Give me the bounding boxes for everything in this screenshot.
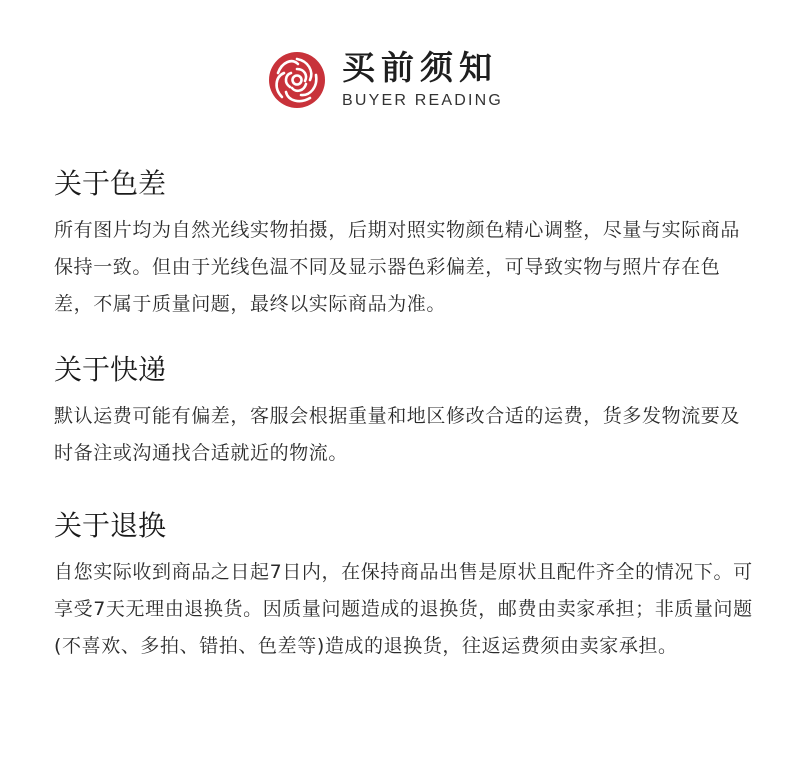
section-returns bbox=[54, 508, 754, 665]
header bbox=[268, 48, 503, 112]
section-shipping bbox=[54, 352, 754, 472]
section-body: 自您实际收到商品之日起7日内，在保持商品出售是原状且配件齐全的情况下。可享受7天无理由退换货。因质量问题造成的退换货，邮费由卖家承担；非质量问题(不喜欢、多拍、错拍、色差等)造成的退换货，往返运费须由卖家承担。 bbox=[54, 561, 753, 657]
section-title: 关于退换 bbox=[54, 509, 167, 542]
section-body: 所有图片均为自然光线实物拍摄，后期对照实物颜色精心调整，尽量与实际商品保持一致。但由于光线色温不同及显示器色彩偏差，可导致实物与照片存在色差，不属于质量问题，最终以实际商品为准。 bbox=[54, 219, 741, 315]
page-title: 买前须知 bbox=[342, 48, 498, 87]
title-block bbox=[342, 48, 503, 112]
section-title: 关于色差 bbox=[54, 167, 167, 200]
section-color-difference bbox=[54, 166, 754, 323]
page-subtitle: BUYER READING bbox=[342, 92, 504, 109]
section-body: 默认运费可能有偏差，客服会根据重量和地区修改合适的运费，货多发物流要及时备注或沟通找合适就近的物流。 bbox=[54, 405, 741, 464]
section-title: 关于快递 bbox=[54, 353, 167, 386]
flower-icon bbox=[268, 51, 326, 109]
